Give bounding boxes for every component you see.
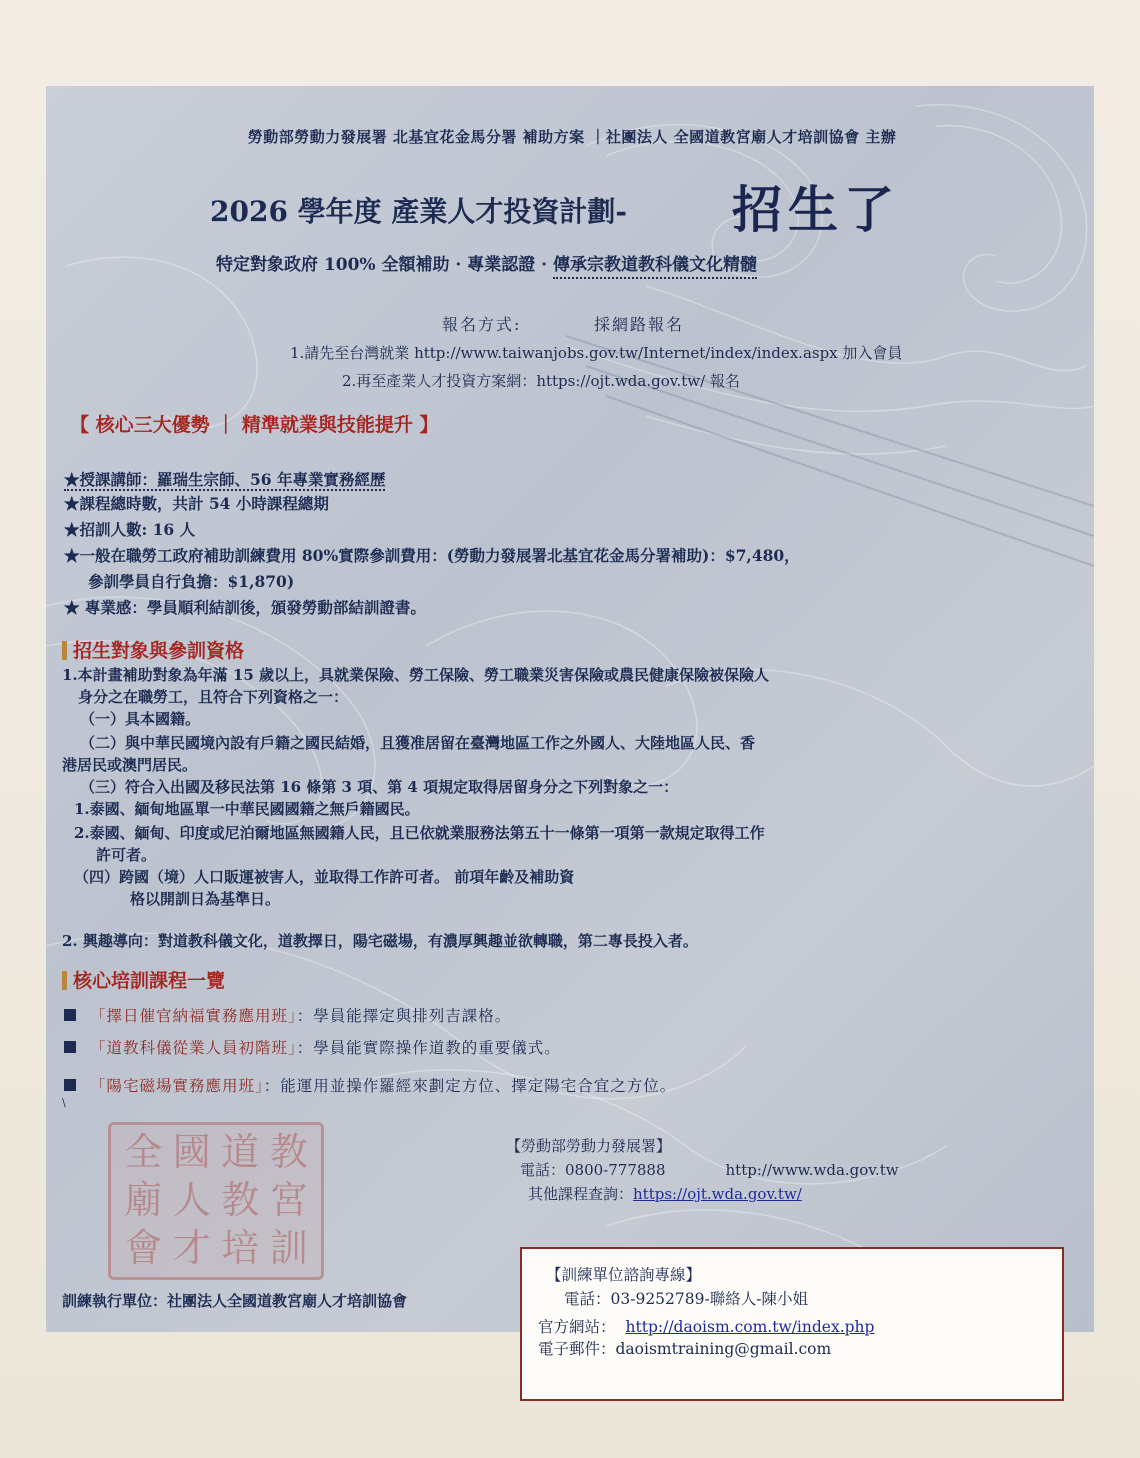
eligibility-line: 格以開訓日為基準日。 [130,890,281,908]
core-item-subsidy: ★一般在職勞工政府補助訓練費用 80%實際參訓費用：(勞動力發展署北基宜花金馬分署補助)：$7,480， [64,546,800,565]
core-item-subsidy-cont: 參訓學員自行負擔：$1,870) [88,572,295,591]
page-title: 2026 學年度 產業人才投資計劃- [210,195,628,228]
title-emphasis: 招生了 [732,180,900,239]
wda-phone-row [506,1158,899,1182]
square-bullet-icon [64,1009,76,1021]
square-bullet-icon [64,1079,76,1091]
core-item-enrollment: ★招訓人數: 16 人 [64,520,196,539]
eligibility-line: 身分之在職勞工，且符合下列資格之一： [78,688,349,706]
flyer-poster [46,86,1094,1332]
square-bullet-icon [64,1041,76,1053]
eligibility-line: 港居民或澳門居民。 [62,756,198,774]
eligibility-interest: 2. 興趣導向：對道教科儀文化，道教擇日，陽宅磁場，有濃厚興趣並欲轉職，第二專長投入者。 [62,932,698,950]
eligibility-line: 2.泰國、緬甸、印度或尼泊爾地區無國籍人民，且已依就業服務法第五十一條第一項第一款規定取得工作 [74,824,765,842]
stray-mark: \ [62,1096,66,1109]
course-item: 「道教科儀從業人員初階班」：學員能實際操作道教的重要儀式。 [64,1036,561,1058]
eligibility-line: （二）與中華民國境內設有戶籍之國民結婚，且獲准居留在臺灣地區工作之外國人、大陸地區人民、香 [80,734,756,752]
organizer-line: 勞動部勞動力發展署 北基宜花金馬分署 補助方案 ｜社團法人 全國道教宮廟人才培訓協會 主辦 [247,128,897,146]
contact-site-row: 官方網站： http://daoism.com.tw/index.php [538,1318,875,1336]
wda-phone: 電話：0800-777888 [520,1161,666,1179]
heading-bar-icon [62,641,67,660]
registration-label: 報名方式: [442,315,522,334]
ojt-link[interactable]: https://ojt.wda.gov.tw/ [633,1185,802,1203]
eligibility-line: （三）符合入出國及移民法第 16 條第 3 項、第 4 項規定取得居留身分之下列對象之一： [80,778,679,796]
registration-step-1: 1.請先至台灣就業 http://www.taiwanjobs.gov.tw/Internet/index/index.aspx 加入會員 [290,344,903,362]
association-seal-logo: 全 國 道 教 廟 人 教 宮 會 才 培 訓 [108,1122,324,1280]
wda-website-link[interactable]: http://www.wda.gov.tw [725,1161,899,1179]
core-item-hours: ★課程總時數，共計 54 小時課程總期 [64,494,329,513]
eligibility-line: （四）跨國（境）人口販運被害人，並取得工作許可者。 前項年齡及補助資 [74,868,575,886]
heading-bar-icon [62,971,67,990]
official-site-link[interactable]: http://daoism.com.tw/index.php [625,1318,875,1336]
wda-other-row: 其他課程查詢：https://ojt.wda.gov.tw/ [528,1185,802,1203]
subtitle [216,250,757,275]
subtitle-plain: 特定對象政府 100% 全額補助 · 專業認證 · [216,255,553,275]
eligibility-heading: 招生對象與參訓資格 [62,636,244,663]
contact-heading: 【訓練單位諮詢專線】 [546,1266,702,1284]
course-item: 「擇日催官納福實務應用班」：學員能擇定與排列吉課格。 [64,1004,511,1026]
contact-box [520,1247,1064,1401]
core-advantages-heading: 【 核心三大優勢 ｜ 精準就業與技能提升 】 [70,414,439,436]
courses-heading: 核心培訓課程一覽 [62,966,225,993]
eligibility-line: （一）具本國籍。 [80,710,201,728]
core-item-certificate: ★ 專業感：學員順利結訓後，頒發勞動部結訓證書。 [64,598,426,617]
subtitle-underlined: 傳承宗教道教科儀文化精髓 [553,255,757,279]
execution-unit: 訓練執行單位：社團法人全國道教宮廟人才培訓協會 [62,1292,408,1310]
wda-heading: 【勞動部勞動力發展署】 [506,1137,672,1155]
contact-email[interactable]: 電子郵件：daoismtraining@gmail.com [538,1340,832,1358]
contact-phone: 電話：03-9252789-聯絡人-陳小姐 [564,1290,808,1308]
wda-contact-block [506,1134,899,1206]
eligibility-line: 許可者。 [96,846,157,864]
registration-method: 採網路報名 [594,315,685,334]
course-item: 「陽宅磁場實務應用班」：能運用並操作羅經來劃定方位、擇定陽宅合宜之方位。 [64,1074,676,1096]
core-item-instructor: ★授課講師：羅瑞生宗師、56 年專業實務經歷 [64,470,386,489]
registration-step-2: 2.再至產業人才投資方案網：https://ojt.wda.gov.tw/ 報名 [342,372,740,390]
eligibility-line: 1.泰國、緬甸地區單一中華民國國籍之無戶籍國民。 [74,800,420,818]
eligibility-line: 1.本計畫補助對象為年滿 15 歲以上，具就業保險、勞工保險、勞工職業災害保險或農民健康保險被保險人 [62,666,769,684]
